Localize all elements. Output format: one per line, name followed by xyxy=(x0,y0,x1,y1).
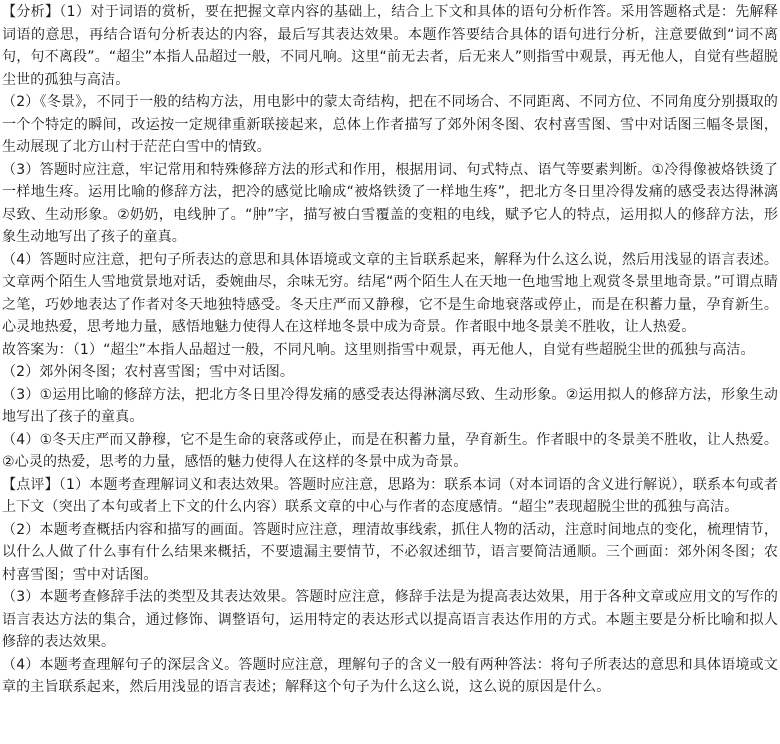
answer-part-1: 故答案为：（1）“超尘”本指人品超过一般，不同凡响。这里则指雪中观景，再无他人，自觉有些超脱尘世的孤独与高洁。 xyxy=(2,341,755,358)
answer-part-4: （4）①冬天庄严而又静穆，它不是生命的衰落或停止，而是在积蓄力量，孕育新生。作者眼中的冬景美不胜收，让人热爱。②心灵的热爱，思考的力量，感悟的魅力使得人在这样的冬景中成为奇景。 xyxy=(2,431,778,470)
comment-part-4: （4）本题考查理解句子的深层含义。答题时应注意，理解句子的含义一般有两种答法：将句子所表达的意思和具体语境或文章的主旨联系起来，然后用浅显的语言表述；解释这个句子为什么这么说，这么说的原因是什么。 xyxy=(2,656,778,695)
comment-part-2: （2）本题考查概括内容和描写的画面。答题时应注意，理清故事线索，抓住人物的活动，注意时间地点的变化，梳理情节，以什么人做了什么事有什么结果来概括，不要遗漏主要情节，不必叙述细节，语言要简洁通顺。三个画面：郊外闲冬图；农村喜雪图；雪中对话图。 xyxy=(2,521,778,583)
answer-part-3: （3）①运用比喻的修辞方法，把北方冬日里冷得发痛的感受表达得淋漓尽致、生动形象。②运用拟人的修辞方法，形象生动地写出了孩子的童真。 xyxy=(2,386,778,425)
comment-part-3: （3）本题考查修辞手法的类型及其表达效果。答题时应注意，修辞手法是为提高表达效果，用于各种文章或应用文的写作的语言表达方法的集合，通过修饰、调整语句，运用特定的表达形式以提高语言表达作用的方式。本题主要是分析比喻和拟人修辞的表达效果。 xyxy=(2,589,778,650)
comment-part-1: 【点评】（1）本题考查理解词义和表达效果。答题时应注意，思路为：联系本词（对本词语的含义进行解说），联系本句或者上下文（突出了本句或者上下文的什么内容）联系文章的中心与作者的态度感情。“超尘”表现超脱尘世的孤独与高洁。 xyxy=(2,476,778,515)
analysis-part-4: （4）答题时应注意，把句子所表达的意思和具体语境或文章的主旨联系起来，解释为什么这么说，然后用浅显的语言表述。文章两个陌生人雪地赏景地对话，委婉曲尽，余味无穷。结尾“两个陌生人在天地一色地雪地上观赏冬景里地奇景。”可谓点睛之笔，巧妙地表达了作者对冬天地独特感受。冬天庄严而又静穆，它不是生命地衰落或停止，而是在积蓄力量，孕育新生。心灵地热爱，思考地力量，感悟地魅力使得人在这样地冬景中成为奇景。作者眼中地冬景美不胜收，让人热爱。 xyxy=(2,251,778,335)
analysis-part-1: 【分析】（1）对于词语的赏析，要在把握文章内容的基础上，结合上下文和具体的语句分析作答。采用答题格式是：先解释词语的意思，再结合语句分析表达的内容，最后写其表达效果。本题作答要结合具体的语句进行分析，注意要做到“词不离句，句不离段”。“超尘”本指人品超过一般，不同凡响。这里“前无去者，后无来人”则指雪中观景，再无他人，自觉有些超脱尘世的孤独与高洁。 xyxy=(2,4,778,88)
answer-part-2: （2）郊外闲冬图；农村喜雪图；雪中对话图。 xyxy=(2,364,295,380)
analysis-part-3: （3）答题时应注意，牢记常用和特殊修辞方法的形式和作用，根据用词、句式特点、语气等要素判断。①冷得像被烙铁烫了一样地生疼。运用比喻的修辞方法，把冷的感觉比喻成“被烙铁烫了一样地生疼”，把北方冬日里冷得发痛的感受表达得淋漓尽致、生动形象。②奶奶，电线肿了。“肿”字，描写被白雪覆盖的变粗的电线，赋予它人的特点，运用拟人的修辞方法，形象生动地写出了孩子的童真。 xyxy=(2,161,778,245)
analysis-part-2: （2）《冬景》，不同于一般的结构方法，用电影中的蒙太奇结构，把在不同场合、不同距离、不同方位、不同角度分别摄取的一个个特定的瞬间，改运按一定规律重新联接起来，总体上作者描写了郊外闲冬图、农村喜雪图、雪中对话图三幅冬景图，生动展现了北方山村于茫茫白雪中的情致。 xyxy=(2,94,778,155)
